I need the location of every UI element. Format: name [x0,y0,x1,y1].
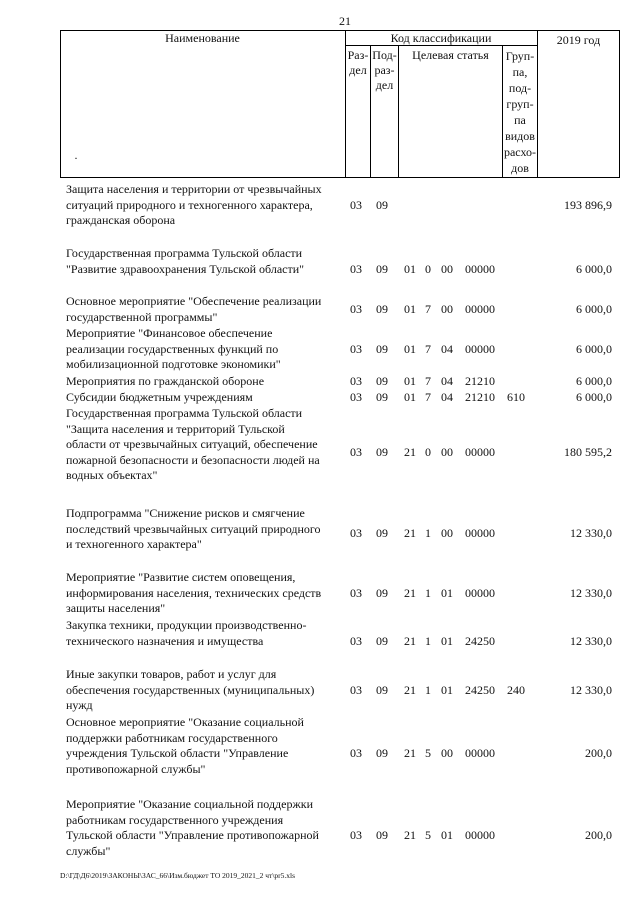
row-p1: 21 [404,828,416,842]
file-path-footer: D:\ГД\Д6\2019\ЗАКОНЫ\ЗАС_66\Изм.бюджет ТО 2019_2021_2 чт\pr5.xls [60,871,296,880]
row-sum: 6 000,0 [576,262,612,276]
row-p4: 00000 [465,262,495,276]
row-sum: 12 330,0 [570,634,612,648]
row-p1: 21 [404,586,416,600]
row-pod: 09 [376,828,388,842]
row-p2: 7 [425,390,431,404]
row-name: Мероприятие "Развитие систем оповещения, информирования населения, технических средств защиты населения" [66,570,322,615]
row-razdel: 03 [350,198,362,212]
row-pod: 09 [376,586,388,600]
row-p2: 5 [425,746,431,760]
row-p3: 00 [441,746,453,760]
row-p4: 00000 [465,828,495,842]
row-p2: 7 [425,342,431,356]
row-p3: 01 [441,828,453,842]
row-name: Основное мероприятие "Обеспечение реализации государственной программы" [66,294,322,324]
row-pod: 09 [376,634,388,648]
row-sum: 6 000,0 [576,374,612,388]
row-pod: 09 [376,526,388,540]
row-razdel: 03 [350,828,362,842]
row-p3: 04 [441,390,453,404]
row-p3: 00 [441,445,453,459]
row-pod: 09 [376,198,388,212]
row-p1: 01 [404,374,416,388]
row-p3: 01 [441,683,453,697]
row-sum: 200,0 [585,746,612,760]
row-p4: 24250 [465,634,495,648]
row-razdel: 03 [350,302,362,316]
row-sum: 6 000,0 [576,302,612,316]
header-tselevaya: Целевая статья [412,48,489,62]
row-razdel: 03 [350,445,362,459]
row-p1: 01 [404,390,416,404]
row-razdel: 03 [350,342,362,356]
row-pod: 09 [376,683,388,697]
row-p4: 00000 [465,526,495,540]
row-p2: 1 [425,683,431,697]
row-p3: 00 [441,302,453,316]
header-mark: . [74,148,78,162]
row-p2: 0 [425,262,431,276]
row-sum: 200,0 [585,828,612,842]
row-razdel: 03 [350,683,362,697]
row-name: Защита населения и территории от чрезвычайных ситуаций природного и техногенного характера, гражданская оборона [66,182,322,227]
row-p3: 00 [441,526,453,540]
row-pod: 09 [376,262,388,276]
row-p2: 1 [425,586,431,600]
header-code: Код классификации [390,31,492,45]
row-razdel: 03 [350,262,362,276]
row-name: Закупка техники, продукции производственно- технического назначения и имущества [66,618,307,648]
row-razdel: 03 [350,390,362,404]
row-vid: 610 [507,390,525,404]
row-pod: 09 [376,390,388,404]
row-p1: 21 [404,526,416,540]
row-p3: 01 [441,634,453,648]
row-name: Государственная программа Тульской области "Развитие здравоохранения Тульской области" [66,246,305,276]
row-p1: 21 [404,746,416,760]
row-razdel: 03 [350,634,362,648]
row-p2: 5 [425,828,431,842]
header-razdel: Раз- дел [347,48,369,77]
row-p1: 21 [404,445,416,459]
header-podrazdel: Под- раз- дел [372,48,397,92]
row-name: Государственная программа Тульской области "Защита населения и территорий Тульской области от чрезвычайных ситуаций, обеспечение пожарной безопасности и безопасности людей на водных объектах" [66,406,320,482]
row-pod: 09 [376,342,388,356]
row-p4: 00000 [465,445,495,459]
row-p1: 21 [404,683,416,697]
row-p2: 0 [425,445,431,459]
row-pod: 09 [376,374,388,388]
row-name: Основное мероприятие "Оказание социальной поддержки работникам государственного учреждения Тульской области "Управление противопожарной службы" [66,715,304,776]
row-pod: 09 [376,746,388,760]
header-year: 2019 год [556,33,601,47]
row-pod: 09 [376,445,388,459]
row-p4: 24250 [465,683,495,697]
header-gruppa: Груп- па, под- груп- па видов расхо- дов [503,49,537,175]
row-p1: 21 [404,634,416,648]
row-name: Подпрограмма "Снижение рисков и смягчение последствий чрезвычайных ситуаций природного и техногенного характера" [66,506,321,551]
row-p1: 01 [404,342,416,356]
row-pod: 09 [376,302,388,316]
row-sum: 12 330,0 [570,586,612,600]
row-sum: 180 595,2 [564,445,612,459]
row-sum: 12 330,0 [570,683,612,697]
row-name: Мероприятие "Оказание социальной поддержки работникам государственного учреждения Тульской области "Управление противопожарной службы" [66,797,319,858]
row-p3: 01 [441,586,453,600]
row-name: Иные закупки товаров, работ и услуг для обеспечения государственных (муниципальных) нужд [66,667,315,712]
row-sum: 12 330,0 [570,526,612,540]
row-p4: 00000 [465,586,495,600]
row-sum: 6 000,0 [576,342,612,356]
row-p4: 21210 [465,374,495,388]
row-razdel: 03 [350,374,362,388]
page-number: 21 [339,14,351,28]
row-p2: 7 [425,374,431,388]
row-p4: 00000 [465,746,495,760]
row-sum: 193 896,9 [564,198,612,212]
row-p3: 04 [441,374,453,388]
row-p3: 04 [441,342,453,356]
row-name: Субсидии бюджетным учреждениям [66,390,253,404]
row-razdel: 03 [350,586,362,600]
row-p2: 1 [425,634,431,648]
row-razdel: 03 [350,526,362,540]
table-header [60,30,620,178]
row-p2: 7 [425,302,431,316]
row-name: Мероприятия по гражданской обороне [66,374,265,388]
row-p1: 01 [404,262,416,276]
row-p2: 1 [425,526,431,540]
row-p4: 00000 [465,302,495,316]
row-p1: 01 [404,302,416,316]
row-p3: 00 [441,262,453,276]
row-p4: 21210 [465,390,495,404]
row-razdel: 03 [350,746,362,760]
row-p4: 00000 [465,342,495,356]
row-name: Мероприятие "Финансовое обеспечение реализации государственных функций по мобилизационной подготовке экономики" [66,326,281,371]
row-sum: 6 000,0 [576,390,612,404]
header-name: Наименование [165,31,240,45]
row-vid: 240 [507,683,525,697]
